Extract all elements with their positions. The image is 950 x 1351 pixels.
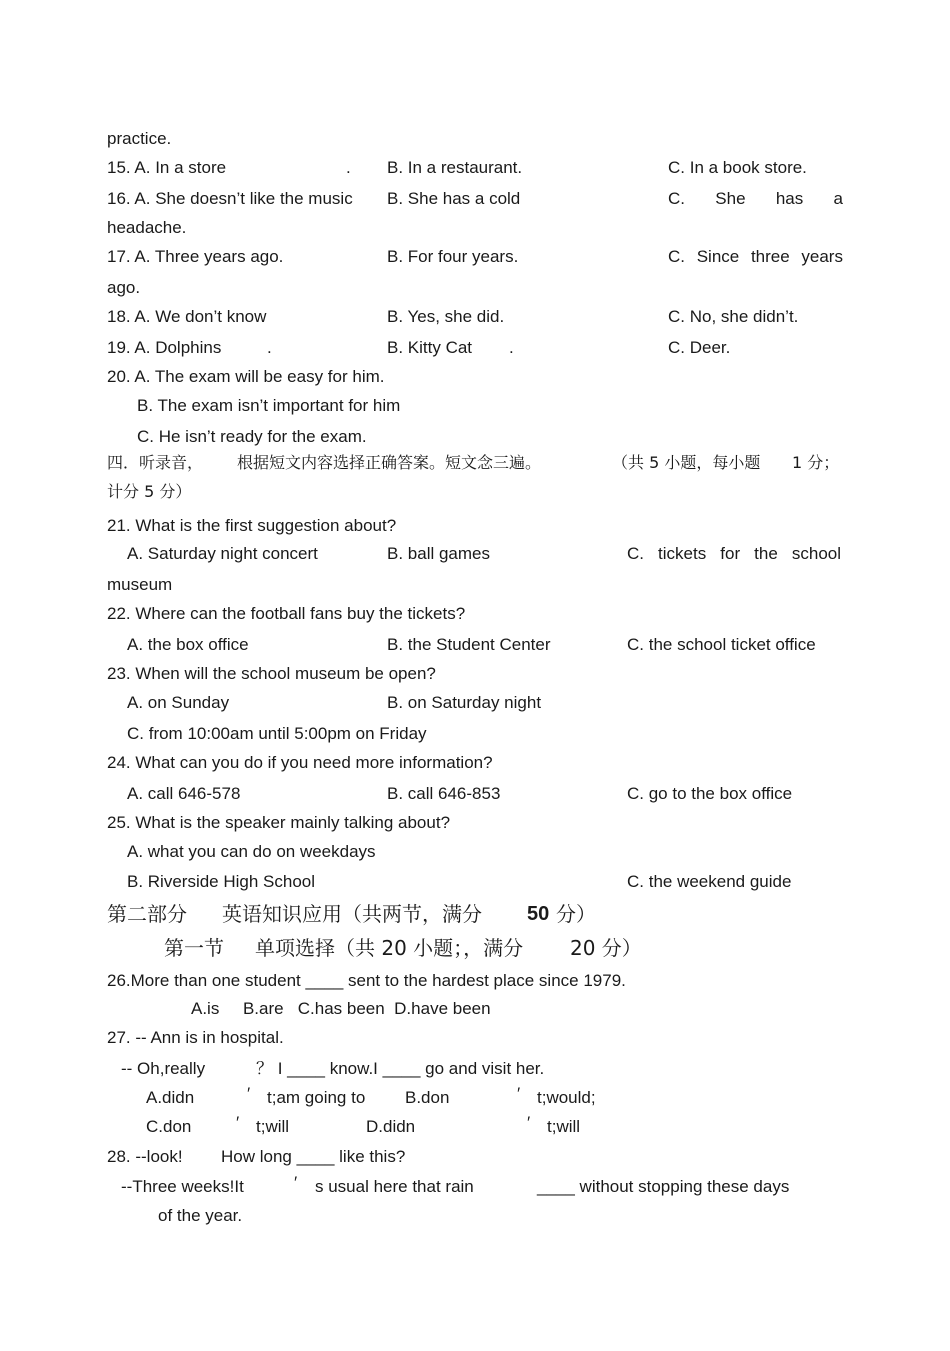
q15-option-a: 15. A. In a store (107, 158, 227, 177)
word: for (720, 544, 741, 563)
q20-option-c: C. He isn’t ready for the exam. (137, 427, 367, 446)
q24-option-a: A. call 646-578 (127, 784, 241, 803)
q25-option-c: C. the weekend guide (627, 872, 792, 891)
q27-dialogue-b: ？ I ____ know.I ____ go and visit her. (256, 1059, 545, 1078)
q27-option-b: B.don (405, 1088, 450, 1107)
q15-option-c: C. In a book store. (668, 158, 807, 177)
q27-option-a-rest: t;am going to (267, 1088, 366, 1107)
word: C. (668, 189, 685, 208)
q28-dialogue-b: s usual here that rain (315, 1177, 474, 1196)
word: C. (668, 247, 685, 266)
part-2-heading-a: 第二部分 (107, 902, 187, 926)
word: school (791, 544, 841, 563)
q23-option-c: C. from 10:00am until 5:00pm on Friday (127, 724, 427, 743)
q19-option-b: B. Kitty Cat (387, 338, 473, 357)
q16-option-c (668, 189, 843, 209)
q23-option-a: A. on Sunday (127, 693, 230, 712)
q28-dialogue-d: of the year. (158, 1206, 243, 1225)
part-2-heading-score: 50 (527, 903, 550, 925)
text-line: practice. (107, 129, 172, 148)
q20-option-b: B. The exam isn’t important for him (137, 396, 401, 415)
q18-option-b: B. Yes, she did. (387, 307, 505, 326)
word: C. (627, 544, 644, 563)
part-2-heading-d: 分） (556, 902, 596, 926)
q27-option-d-rest: t;will (547, 1117, 581, 1136)
q28-dialogue-c: ____ without stopping these days (537, 1177, 790, 1196)
apostrophe: ′ (517, 1084, 521, 1103)
q28-question-b: How long ____ like this? (221, 1147, 406, 1166)
q20-option-a: 20. A. The exam will be easy for him. (107, 367, 385, 386)
apostrophe: ′ (527, 1113, 531, 1132)
q21-option-a: A. Saturday night concert (127, 544, 318, 563)
q27-question: 27. -- Ann is in hospital. (107, 1028, 284, 1047)
q16-option-b: B. She has a cold (387, 189, 521, 208)
q21-option-c-continued: museum (107, 575, 173, 594)
q22-option-b: B. the Student Center (387, 635, 551, 654)
section-1-heading-a: 第一节 (164, 936, 224, 960)
q27-option-d: D.didn (366, 1117, 416, 1136)
q17-option-a: 17. A. Three years ago. (107, 247, 284, 266)
q16-option-c-continued: headache. (107, 218, 187, 237)
q18-option-a: 18. A. We don’t know (107, 307, 267, 326)
word: tickets (658, 544, 707, 563)
q25-question: 25. What is the speaker mainly talking about? (107, 813, 451, 832)
stray-dot: . (509, 338, 514, 357)
q22-option-a: A. the box office (127, 635, 249, 654)
apostrophe: ′ (236, 1113, 240, 1132)
section-4-heading-e: 计分 5 分） (107, 482, 192, 501)
q21-option-b: B. ball games (387, 544, 490, 563)
q23-option-b: B. on Saturday night (387, 693, 542, 712)
q24-option-c: C. go to the box office (627, 784, 793, 803)
q27-option-c-rest: t;will (256, 1117, 290, 1136)
q17-option-b: B. For four years. (387, 247, 519, 266)
q24-question: 24. What can you do if you need more information? (107, 753, 493, 772)
apostrophe: ′ (294, 1173, 298, 1192)
q16-option-a: 16. A. She doesn’t like the music (107, 189, 353, 208)
q25-option-a: A. what you can do on weekdays (127, 842, 376, 861)
word: the (754, 544, 778, 563)
q28-question-a: 28. --look! (107, 1147, 183, 1166)
q24-option-b: B. call 646-853 (387, 784, 501, 803)
q27-option-b-rest: t;would; (537, 1088, 596, 1107)
section-4-heading-a: 四．听录音， (107, 453, 204, 472)
q22-option-c: C. the school ticket office (627, 635, 816, 654)
section-4-heading-c: （共 5 小题，每小题 (612, 453, 761, 472)
q27-option-a: A.didn (146, 1088, 195, 1107)
q23-question: 23. When will the school museum be open? (107, 664, 436, 683)
q22-question: 22. Where can the football fans buy the tickets? (107, 604, 466, 623)
q27-option-c: C.don (146, 1117, 192, 1136)
q17-option-c (668, 247, 843, 267)
section-1-heading-b: 单项选择（共 20 小题；，满分 (255, 936, 524, 960)
section-4-heading-d: 1 分； (792, 453, 840, 472)
word: three (750, 247, 790, 266)
q26-question: 26.More than one student ____ sent to the hardest place since 1979. (107, 971, 626, 990)
q26-options: A.is B.are C.has been D.have been (191, 999, 491, 1018)
part-2-heading-b: 英语知识应用（共两节，满分 (222, 902, 482, 926)
section-4-heading-b: 根据短文内容选择正确答案。短文念三遍。 (237, 453, 542, 472)
q19-option-c: C. Deer. (668, 338, 731, 357)
word: has (775, 189, 804, 208)
q21-option-c (627, 544, 841, 564)
word: Since (696, 247, 740, 266)
q15-option-b: B. In a restaurant. (387, 158, 523, 177)
q25-option-b: B. Riverside High School (127, 872, 316, 891)
stray-dot: . (267, 338, 272, 357)
stray-dot: . (346, 158, 351, 177)
q27-dialogue-a: -- Oh,really (121, 1059, 206, 1078)
word: years (801, 247, 843, 266)
section-1-heading-c: 20 分） (570, 936, 642, 960)
word: She (715, 189, 746, 208)
q18-option-c: C. No, she didn’t. (668, 307, 799, 326)
q28-dialogue-a: --Three weeks!It (121, 1177, 244, 1196)
apostrophe: ′ (247, 1084, 251, 1103)
word: a (833, 189, 843, 208)
q21-question: 21. What is the first suggestion about? (107, 516, 397, 535)
q19-option-a: 19. A. Dolphins (107, 338, 222, 357)
q17-option-c-continued: ago. (107, 278, 141, 297)
